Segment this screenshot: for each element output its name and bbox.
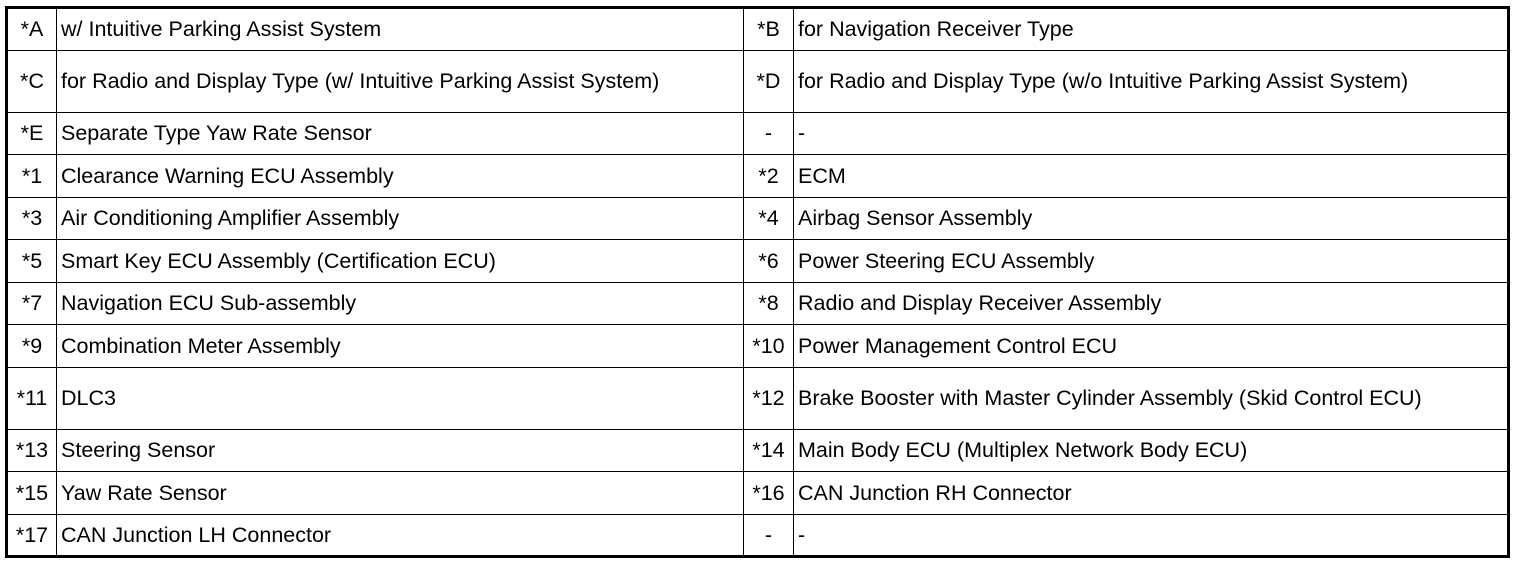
- legend-description-left: Smart Key ECU Assembly (Certification ECU): [57, 240, 744, 283]
- legend-code-right: *12: [744, 367, 794, 429]
- legend-code-left: *1: [7, 155, 57, 198]
- legend-code-left: *17: [7, 514, 57, 557]
- legend-description-right: -: [794, 514, 1509, 557]
- legend-code-left: *A: [7, 8, 57, 51]
- legend-description-right: Main Body ECU (Multiplex Network Body ECU): [794, 429, 1509, 472]
- legend-row: [7, 112, 1509, 155]
- legend-code-left: *3: [7, 197, 57, 240]
- legend-description-left: w/ Intuitive Parking Assist System: [57, 8, 744, 51]
- legend-code-right: *6: [744, 240, 794, 283]
- legend-description-left: Navigation ECU Sub-assembly: [57, 282, 744, 325]
- legend-code-right: *16: [744, 472, 794, 515]
- legend-description-right: ECM: [794, 155, 1509, 198]
- legend-description-right: Power Steering ECU Assembly: [794, 240, 1509, 283]
- legend-description-left: Yaw Rate Sensor: [57, 472, 744, 515]
- legend-description-left: Separate Type Yaw Rate Sensor: [57, 112, 744, 155]
- legend-code-left: *C: [7, 50, 57, 112]
- legend-description-right: CAN Junction RH Connector: [794, 472, 1509, 515]
- legend-description-right: for Radio and Display Type (w/o Intuitive Parking Assist System): [794, 50, 1509, 112]
- legend-description-left: for Radio and Display Type (w/ Intuitive Parking Assist System): [57, 50, 744, 112]
- legend-row: [7, 514, 1509, 557]
- legend-code-left: *5: [7, 240, 57, 283]
- legend-code-right: -: [744, 514, 794, 557]
- legend-code-right: *4: [744, 197, 794, 240]
- legend-row: [7, 50, 1509, 112]
- legend-description-right: for Navigation Receiver Type: [794, 8, 1509, 51]
- legend-description-right: Radio and Display Receiver Assembly: [794, 282, 1509, 325]
- legend-row: [7, 155, 1509, 198]
- legend-description-left: Steering Sensor: [57, 429, 744, 472]
- legend-code-left: *11: [7, 367, 57, 429]
- legend-description-right: Airbag Sensor Assembly: [794, 197, 1509, 240]
- legend-code-right: -: [744, 112, 794, 155]
- legend-row: [7, 282, 1509, 325]
- legend-code-right: *2: [744, 155, 794, 198]
- legend-code-right: *D: [744, 50, 794, 112]
- legend-description-left: Combination Meter Assembly: [57, 325, 744, 368]
- legend-code-right: *10: [744, 325, 794, 368]
- legend-description-right: Brake Booster with Master Cylinder Assembly (Skid Control ECU): [794, 367, 1509, 429]
- legend-table: [5, 6, 1510, 558]
- legend-description-left: Air Conditioning Amplifier Assembly: [57, 197, 744, 240]
- legend-body: [7, 8, 1509, 557]
- legend-code-left: *7: [7, 282, 57, 325]
- legend-description-right: Power Management Control ECU: [794, 325, 1509, 368]
- legend-code-right: *8: [744, 282, 794, 325]
- legend-row: [7, 197, 1509, 240]
- legend-row: [7, 240, 1509, 283]
- legend-code-right: *B: [744, 8, 794, 51]
- legend-description-left: CAN Junction LH Connector: [57, 514, 744, 557]
- legend-code-left: *13: [7, 429, 57, 472]
- legend-row: [7, 325, 1509, 368]
- legend-code-left: *9: [7, 325, 57, 368]
- legend-description-right: -: [794, 112, 1509, 155]
- legend-description-left: Clearance Warning ECU Assembly: [57, 155, 744, 198]
- legend-row: [7, 429, 1509, 472]
- legend-code-right: *14: [744, 429, 794, 472]
- legend-description-left: DLC3: [57, 367, 744, 429]
- legend-row: [7, 367, 1509, 429]
- legend-row: [7, 472, 1509, 515]
- legend-row: [7, 8, 1509, 51]
- legend-code-left: *15: [7, 472, 57, 515]
- legend-code-left: *E: [7, 112, 57, 155]
